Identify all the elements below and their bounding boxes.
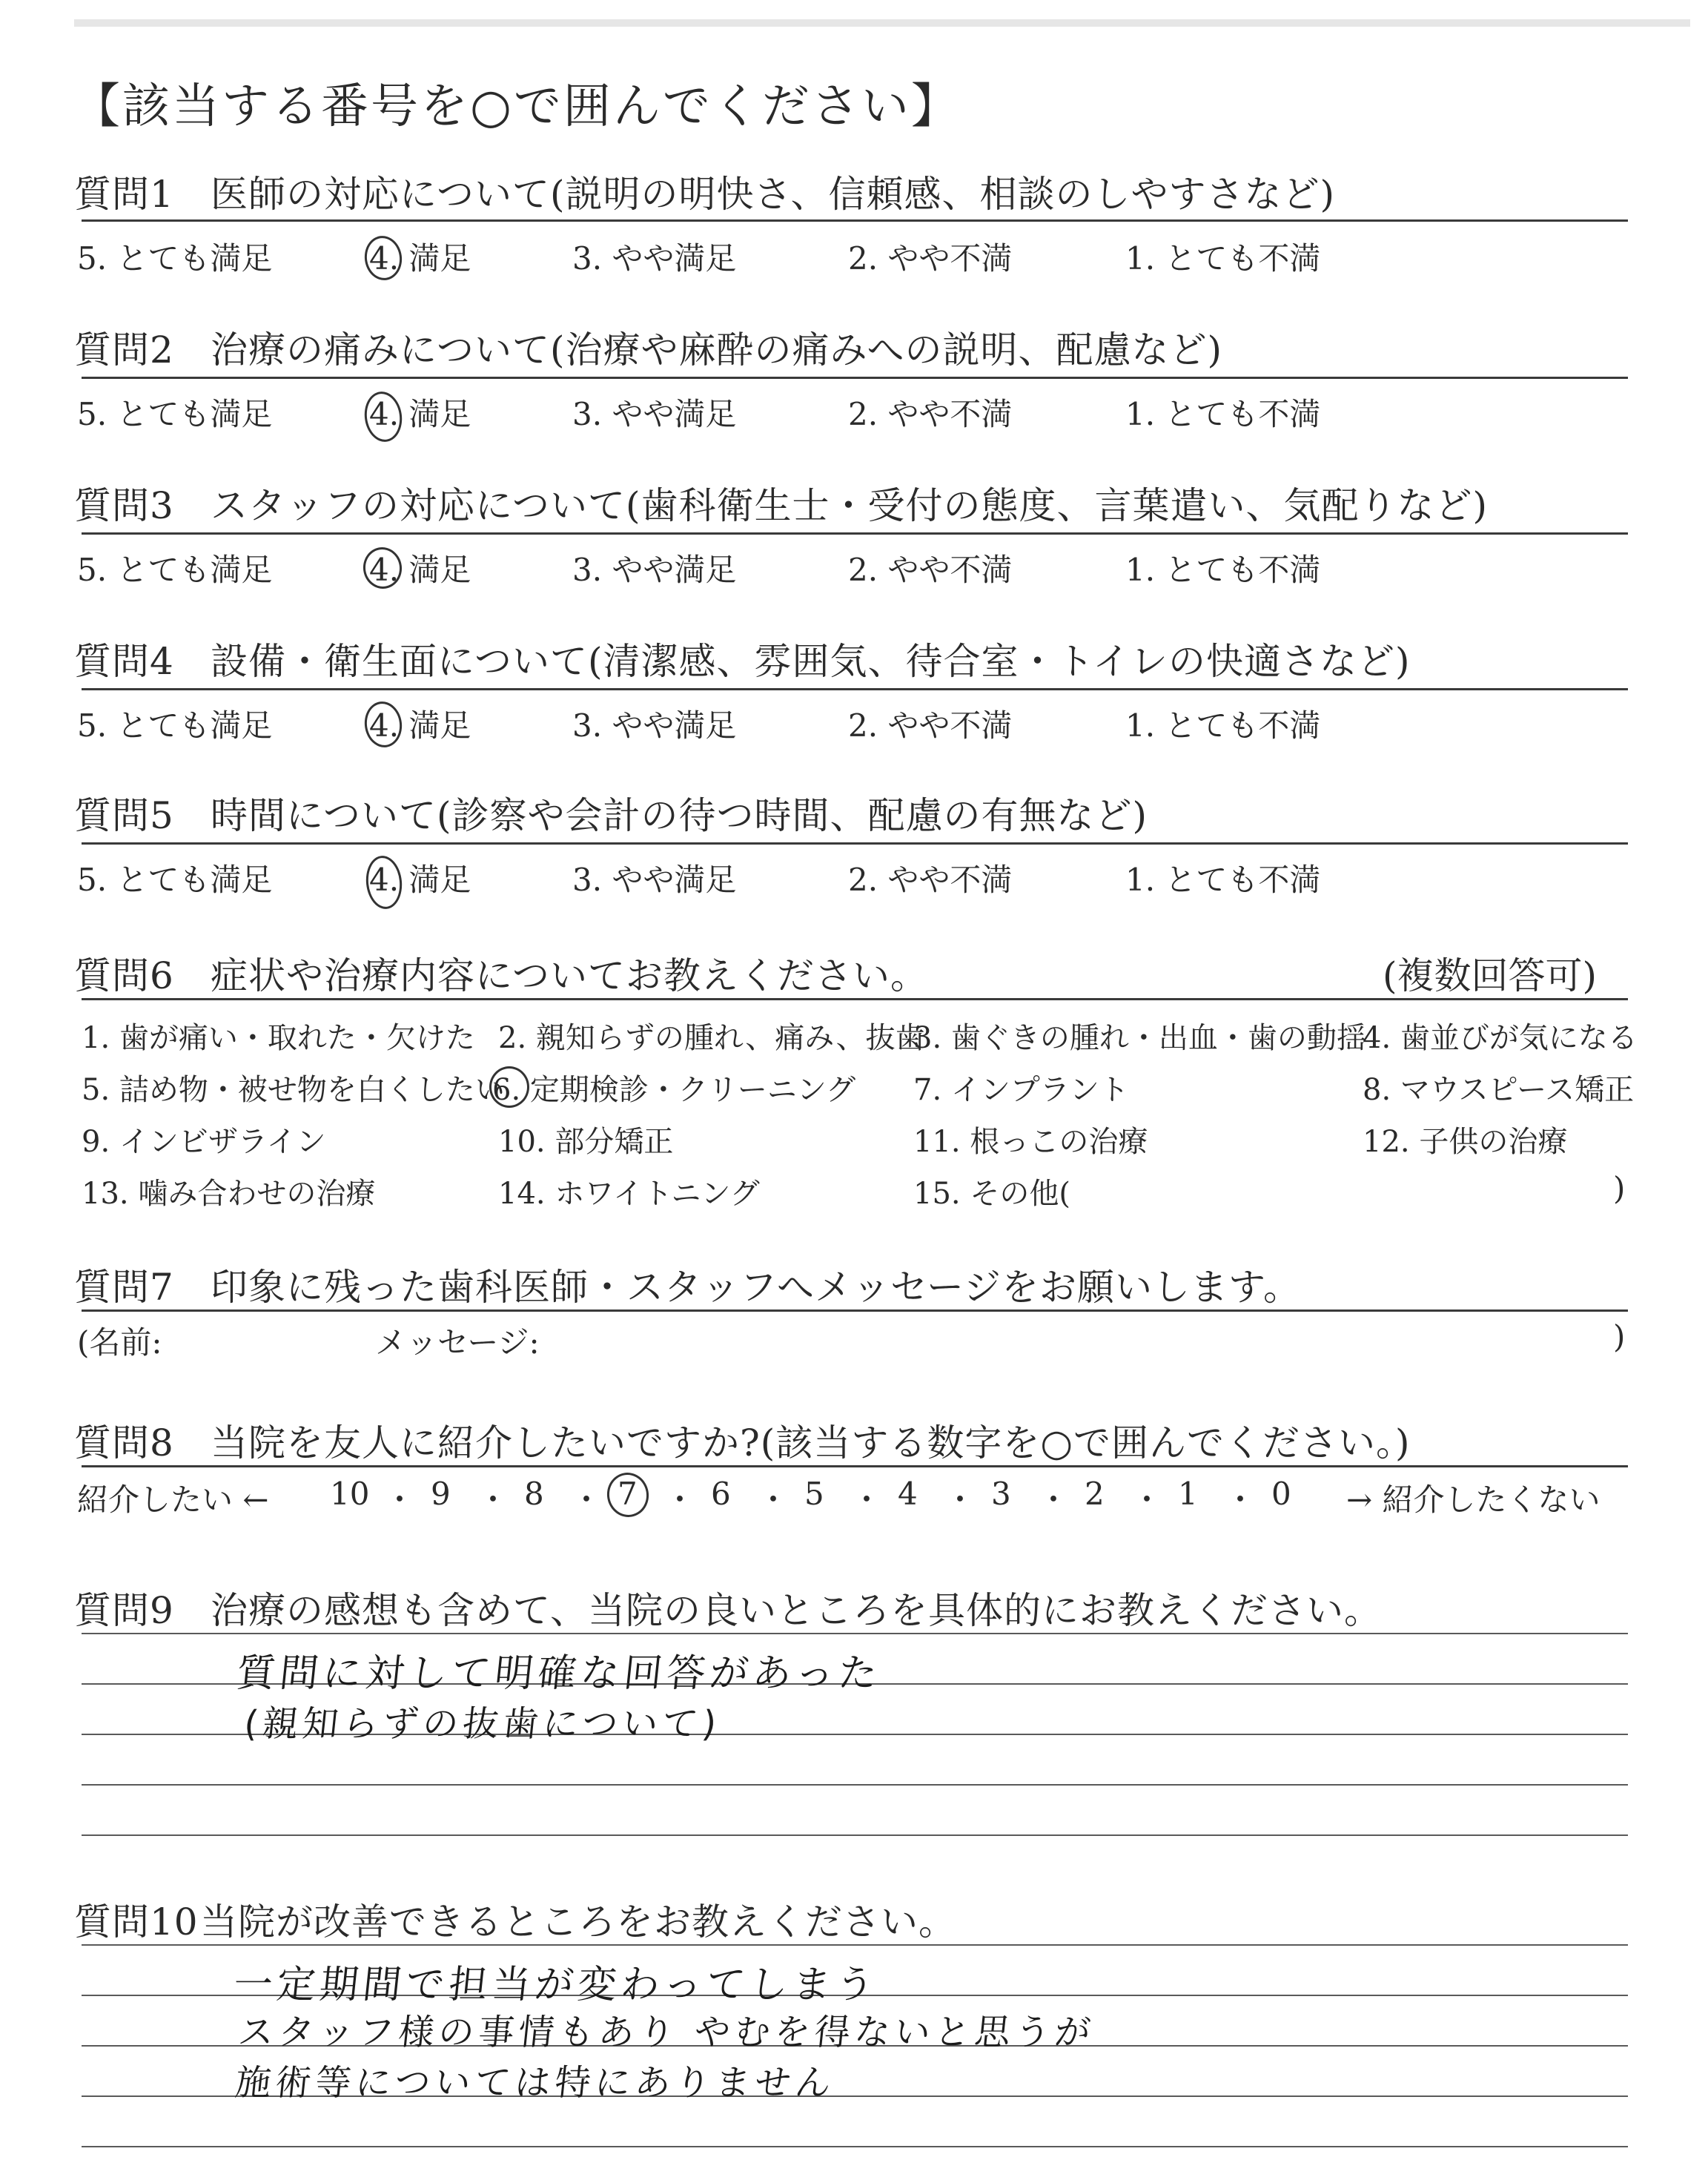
q8-scale-separator: ・: [758, 1482, 790, 1518]
divider: [82, 532, 1628, 535]
q2-option-2[interactable]: 2. やや不満: [848, 396, 1013, 432]
multiple-answers-note: (複数回答可): [1382, 954, 1597, 997]
divider: [82, 842, 1628, 845]
q4-option-4[interactable]: 4. 満足: [369, 707, 471, 744]
question-number: 質問10: [74, 1900, 199, 1943]
q9-answer-line-1: 質問に対して明確な回答があった: [234, 1651, 884, 1696]
question-text: 設備・衛生面について(清潔感、雰囲気、待合室・トイレの快適さなど): [211, 640, 1411, 683]
question-number: 質問6: [74, 954, 174, 997]
q10-answer-line-2: スタッフ様の事情もあり やむを得ないと思うが: [236, 2012, 1097, 2053]
q6-option-11[interactable]: 11. 根っこの治療: [913, 1125, 1148, 1159]
question-2: [74, 320, 1222, 374]
q8-scale-separator: ・: [1038, 1482, 1070, 1518]
q6-option-15[interactable]: 15. その他(: [913, 1177, 1070, 1211]
question-number: 質問3: [74, 484, 174, 527]
question-5: [74, 786, 1148, 839]
q6-option-6[interactable]: 6. 定期検診・クリーニング: [492, 1073, 856, 1107]
q6-option-9[interactable]: 9. インビザライン: [82, 1125, 326, 1159]
q5-option-3[interactable]: 3. やや満足: [572, 862, 737, 898]
q8-scale-3[interactable]: 3: [991, 1476, 1011, 1512]
q8-scale-4[interactable]: 4: [898, 1476, 918, 1512]
q8-scale-0[interactable]: 0: [1271, 1476, 1291, 1512]
q3-option-1[interactable]: 1. とても不満: [1125, 552, 1321, 588]
q5-option-2[interactable]: 2. やや不満: [848, 862, 1013, 898]
q6-option-13[interactable]: 13. 噛み合わせの治療: [82, 1177, 376, 1211]
q4-option-5[interactable]: 5. とても満足: [77, 707, 273, 744]
q6-other-close-paren: ): [1613, 1170, 1626, 1206]
q8-scale-separator: ・: [477, 1482, 509, 1518]
question-number: 質問2: [74, 328, 174, 371]
divider: [82, 1309, 1628, 1312]
q8-scale-6[interactable]: 6: [711, 1476, 731, 1512]
question-number: 質問1: [74, 173, 174, 216]
q8-scale-8[interactable]: 8: [524, 1476, 544, 1512]
divider: [82, 377, 1628, 379]
answer-line: [82, 2146, 1628, 2147]
q3-option-4[interactable]: 4. 満足: [369, 552, 471, 588]
question-text: 医師の対応について(説明の明快さ、信頼感、相談のしやすさなど): [211, 173, 1336, 216]
q6-option-8[interactable]: 8. マウスピース矯正: [1363, 1073, 1635, 1107]
q8-scale-2[interactable]: 2: [1085, 1476, 1105, 1512]
q6-option-10[interactable]: 10. 部分矯正: [498, 1125, 674, 1159]
q3-option-5[interactable]: 5. とても満足: [77, 552, 273, 588]
q8-scale-5[interactable]: 5: [804, 1476, 824, 1512]
question-7: [74, 1258, 1301, 1311]
q7-message-label[interactable]: メッセージ:: [375, 1324, 540, 1361]
q8-scale-7[interactable]: 7: [618, 1476, 638, 1512]
q8-selected-circle: [603, 1470, 652, 1521]
q6-option-2[interactable]: 2. 親知らずの腫れ、痛み、抜歯: [498, 1021, 925, 1055]
q8-scale-separator: ・: [851, 1482, 883, 1518]
answer-line: [82, 1784, 1628, 1786]
q10-answer-line-1: 一定期間で担当が変わってしまう: [231, 1963, 881, 2007]
q10-answer-line-3: 施術等については特にありません: [233, 2062, 838, 2104]
question-number: 質問9: [74, 1589, 174, 1632]
question-text: 治療の痛みについて(治療や麻酔の痛みへの説明、配慮など): [211, 328, 1223, 371]
question-number: 質問5: [74, 794, 174, 837]
q7-name-label[interactable]: (名前:: [77, 1324, 162, 1361]
q8-scale-separator: ・: [384, 1482, 416, 1518]
scan-edge-line: [74, 19, 1690, 27]
q7-close-paren: ): [1613, 1318, 1626, 1355]
q9-answer-line-2: (親知らずの抜歯について): [242, 1703, 723, 1745]
q5-option-5[interactable]: 5. とても満足: [77, 862, 273, 898]
q6-option-1[interactable]: 1. 歯が痛い・取れた・欠けた: [82, 1021, 475, 1055]
question-text: 当院を友人に紹介したいですか?(該当する数字を○で囲んでください。): [211, 1421, 1411, 1464]
question-text: 印象に残った歯科医師・スタッフへメッセージをお願いします。: [211, 1266, 1301, 1309]
q2-option-5[interactable]: 5. とても満足: [77, 396, 273, 432]
question-1: [74, 165, 1335, 218]
q3-option-2[interactable]: 2. やや不満: [848, 552, 1013, 588]
question-8: [74, 1413, 1410, 1467]
page-heading: 【該当する番号を○で囲んでください】: [73, 79, 961, 134]
q2-option-1[interactable]: 1. とても不満: [1125, 396, 1321, 432]
q8-right-label: → 紹介したくない: [1346, 1482, 1601, 1518]
q4-option-1[interactable]: 1. とても不満: [1125, 707, 1321, 744]
question-number: 質問7: [74, 1266, 174, 1309]
q6-option-5[interactable]: 5. 詰め物・被せ物を白くしたい: [82, 1073, 505, 1107]
q8-scale-separator: ・: [1131, 1482, 1163, 1518]
question-10: [74, 1892, 956, 1946]
q8-scale-1[interactable]: 1: [1178, 1476, 1198, 1512]
q1-option-4[interactable]: 4. 満足: [369, 240, 471, 277]
q6-selected-circle: [489, 1066, 529, 1108]
q1-option-2[interactable]: 2. やや不満: [848, 240, 1013, 277]
q5-option-4[interactable]: 4. 満足: [369, 862, 471, 898]
answer-line: [82, 1633, 1628, 1634]
answer-line: [82, 1834, 1628, 1836]
question-9: [74, 1581, 1382, 1634]
question-number: 質問8: [74, 1421, 174, 1464]
q4-option-2[interactable]: 2. やや不満: [848, 707, 1013, 744]
question-text: 症状や治療内容についてお教えください。: [211, 954, 928, 997]
q1-option-3[interactable]: 3. やや満足: [572, 240, 737, 277]
q6-option-4[interactable]: 4. 歯並びが気になる: [1363, 1021, 1638, 1055]
question-text: 当院が改善できるところをお教えください。: [200, 1900, 956, 1943]
q8-scale-separator: ・: [1225, 1482, 1257, 1518]
divider: [82, 998, 1628, 1000]
q8-scale-9[interactable]: 9: [431, 1476, 451, 1512]
q8-scale-separator: ・: [944, 1482, 976, 1518]
q8-scale-separator: ・: [664, 1482, 696, 1518]
q2-option-4[interactable]: 4. 満足: [369, 396, 471, 432]
q8-scale-separator: ・: [571, 1482, 603, 1518]
question-6: [74, 946, 928, 1000]
q6-option-12[interactable]: 12. 子供の治療: [1363, 1125, 1568, 1159]
question-text: スタッフの対応について(歯科衛生士・受付の態度、言葉遣い、気配りなど): [211, 484, 1489, 527]
question-number: 質問4: [74, 640, 174, 683]
q3-option-3[interactable]: 3. やや満足: [572, 552, 737, 588]
answer-line: [82, 1944, 1628, 1946]
q6-option-3[interactable]: 3. 歯ぐきの腫れ・出血・歯の動揺: [913, 1021, 1366, 1055]
question-4: [74, 632, 1411, 685]
q6-option-14[interactable]: 14. ホワイトニング: [498, 1177, 760, 1211]
q2-option-3[interactable]: 3. やや満足: [572, 396, 737, 432]
q6-option-7[interactable]: 7. インプラント: [913, 1073, 1129, 1107]
q1-option-5[interactable]: 5. とても満足: [77, 240, 273, 277]
q8-number-scale: [330, 1476, 1316, 1517]
divider: [82, 1465, 1628, 1467]
q5-option-1[interactable]: 1. とても不満: [1125, 862, 1321, 898]
question-text: 時間について(診察や会計の待つ時間、配慮の有無など): [211, 794, 1148, 837]
q1-option-1[interactable]: 1. とても不満: [1125, 240, 1321, 277]
question-text: 治療の感想も含めて、当院の良いところを具体的にお教えください。: [211, 1589, 1382, 1632]
q8-left-label: 紹介したい ←: [77, 1482, 269, 1518]
q4-option-3[interactable]: 3. やや満足: [572, 707, 737, 744]
q8-scale-10[interactable]: 10: [330, 1476, 370, 1512]
divider: [82, 219, 1628, 222]
divider: [82, 688, 1628, 690]
question-3: [74, 476, 1488, 529]
